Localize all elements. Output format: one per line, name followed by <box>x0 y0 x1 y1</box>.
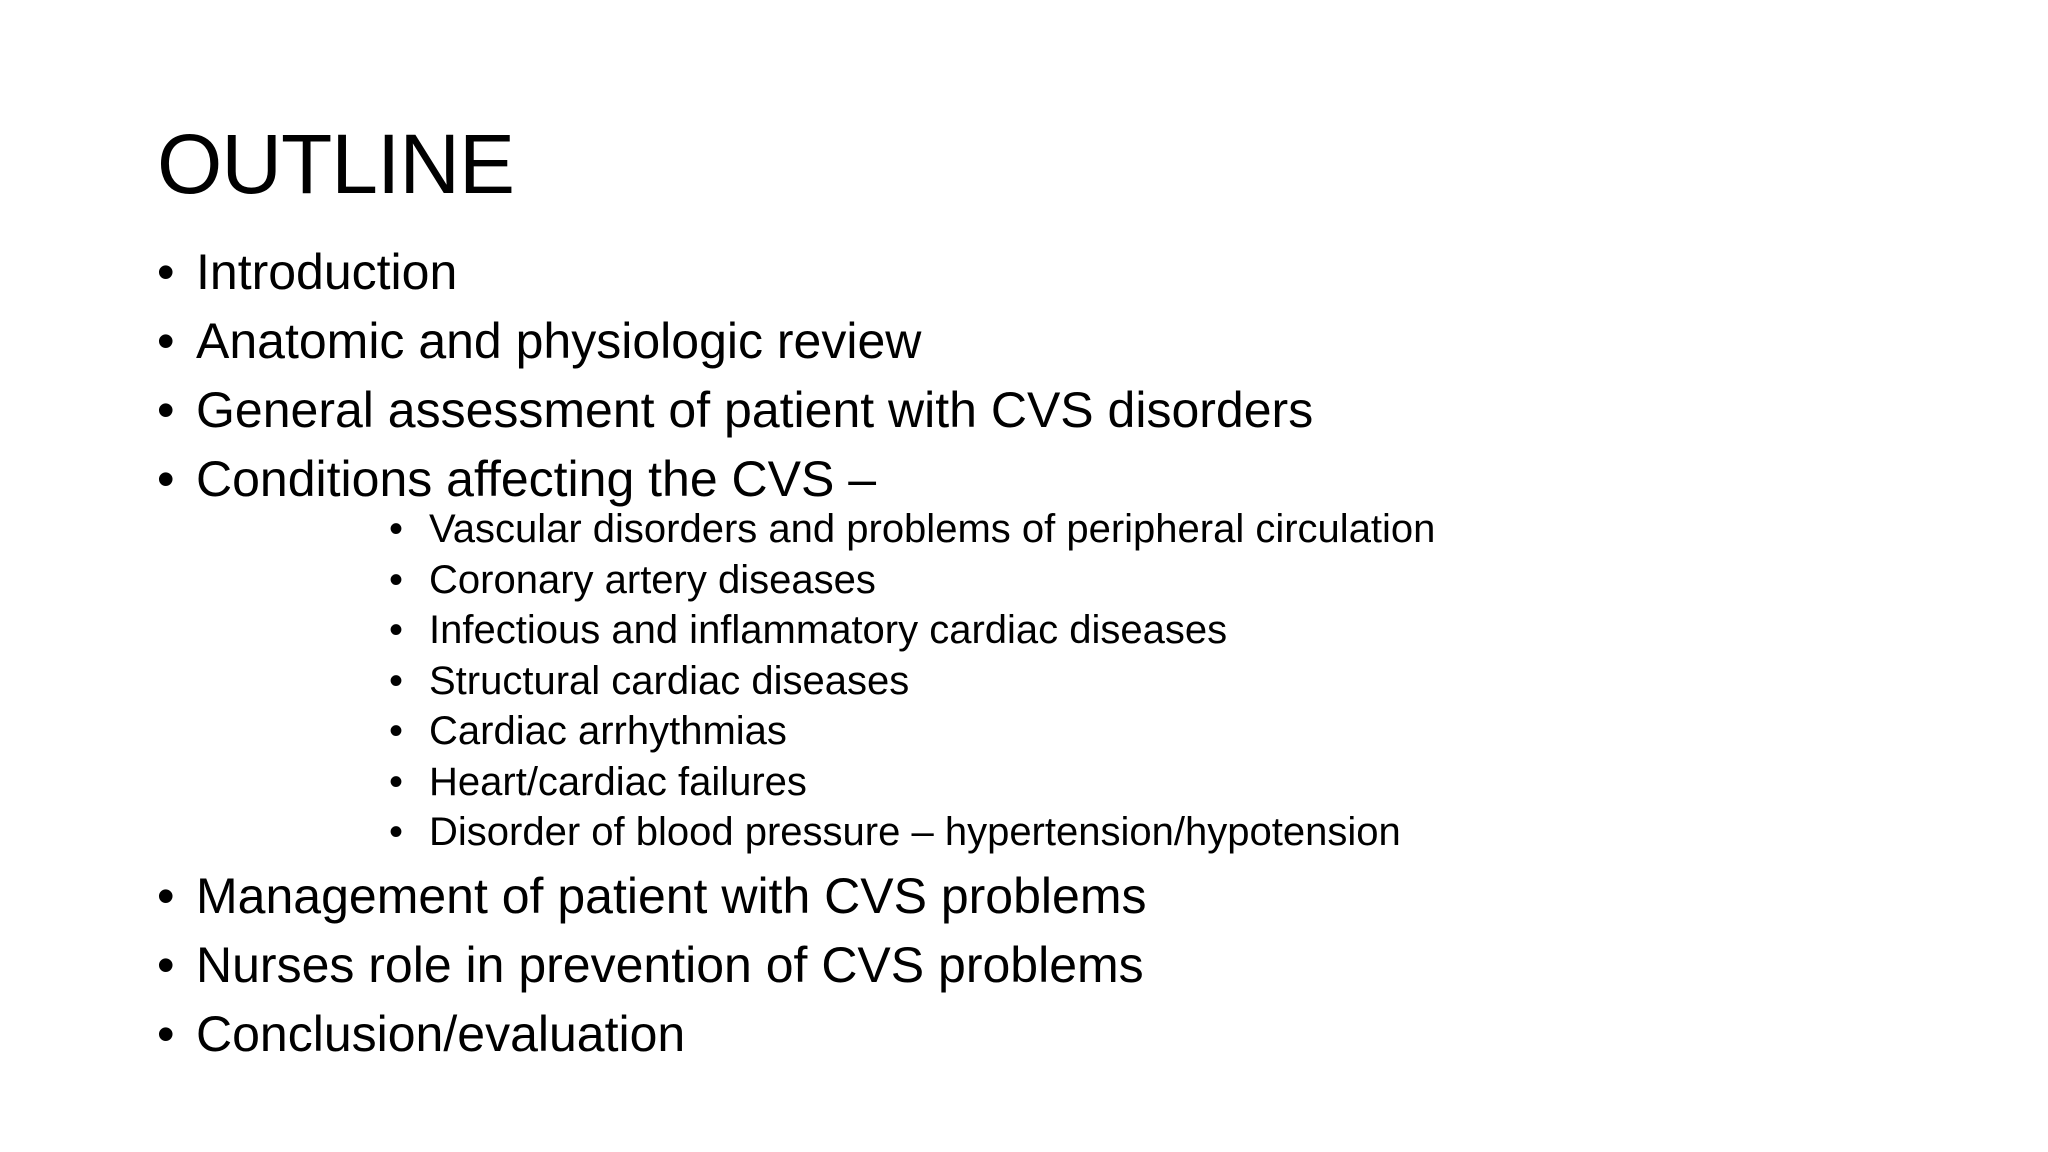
outline-item-anatomic-review: • Anatomic and physiologic review <box>157 307 1313 376</box>
outline-item-nurses-role: • Nurses role in prevention of CVS problems <box>157 931 1147 1000</box>
conditions-sub-list <box>157 504 1435 858</box>
outline-item-conclusion: • Conclusion/evaluation <box>157 1000 1147 1069</box>
sub-item-vascular-disorders: • Vascular disorders and problems of peripheral circulation <box>157 504 1435 555</box>
sub-item-coronary-artery: • Coronary artery diseases <box>157 555 1435 606</box>
sub-item-infectious-inflammatory: • Infectious and inflammatory cardiac diseases <box>157 605 1435 656</box>
outline-item-management: • Management of patient with CVS problems <box>157 862 1147 931</box>
slide-title: OUTLINE <box>157 117 515 211</box>
outline-list-continued <box>157 862 1147 1069</box>
outline-item-general-assessment: • General assessment of patient with CVS disorders <box>157 376 1313 445</box>
outline-list <box>157 238 1313 514</box>
sub-item-structural: • Structural cardiac diseases <box>157 656 1435 707</box>
sub-item-heart-failure: • Heart/cardiac failures <box>157 757 1435 808</box>
sub-item-blood-pressure: • Disorder of blood pressure – hypertension/hypotension <box>157 807 1435 858</box>
outline-item-introduction: • Introduction <box>157 238 1313 307</box>
outline-item-conditions-label: Conditions affecting the CVS – <box>196 451 877 507</box>
conditions-sub-list-wrapper <box>157 507 1436 864</box>
sub-item-arrhythmias: • Cardiac arrhythmias <box>157 706 1435 757</box>
